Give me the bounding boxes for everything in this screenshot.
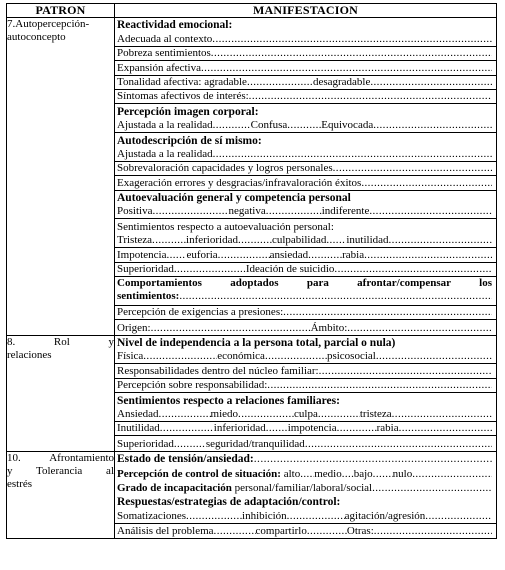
field-origen-ambito[interactable]: Origen: ..... Ámbito: .....: [115, 320, 496, 334]
field-sentimientos-3[interactable]: Superioridad ..... Ideación de suicidio .....: [115, 263, 496, 277]
field-tension[interactable]: Estado de tensión/ansiedad: .....: [115, 452, 496, 466]
field-sentimientos-fam-1[interactable]: Ansiedad ..... miedo ..... culpa ..... tristeza .....: [115, 408, 496, 422]
manifestacion-cell-7: [115, 18, 497, 336]
header-manifestacion: MANIFESTACION: [115, 4, 497, 18]
field-sintomas[interactable]: Síntomas afectivos de interés: .....: [115, 90, 496, 104]
heading-autodescripcion: Autodescripción de sí mismo:: [117, 134, 262, 147]
patron-label-line: 8. Rol y: [7, 335, 114, 348]
heading-percepcion-corporal: Percepción imagen corporal:: [117, 105, 259, 118]
patron-label-line: y Tolerancia al: [7, 464, 114, 477]
patron-label-line: 10. Afrontamiento: [7, 451, 114, 464]
field-control[interactable]: Percepción de control de situación: alto ..... medio ..... bajo ..... nulo .....: [115, 466, 496, 480]
heading-nivel-independencia: Nivel de independencia a la persona total, parcial o nula): [117, 337, 396, 349]
patron-label-line: relaciones: [7, 348, 52, 361]
assessment-form-table: [6, 3, 497, 539]
section-rol-relaciones: [7, 335, 497, 451]
field-sentimientos-fam-2[interactable]: Inutilidad ..... inferioridad ..... impotencia ..... rabia .....: [115, 422, 496, 436]
field-exigencias[interactable]: Percepción de exigencias a presiones: .....: [115, 306, 496, 320]
field-autoevaluacion[interactable]: Positiva ..... negativa ..... indiferente .....: [115, 205, 496, 219]
label-sentimientos-auto: Sentimientos respecto a autoevaluación personal:: [117, 220, 334, 233]
field-incapacitacion[interactable]: Grado de incapacitación personal/familiar/laboral/social .....: [115, 481, 496, 495]
patron-label-line: autoconcepto: [7, 31, 66, 43]
heading-autoevaluacion: Autoevaluación general y competencia personal: [117, 192, 351, 205]
field-independencia[interactable]: Física ..... económica ..... psicosocial .....: [115, 350, 496, 364]
field-expansion[interactable]: Expansión afectiva .....: [115, 61, 496, 75]
section-autopercepcion: [7, 18, 497, 336]
section-afrontamiento: [7, 451, 497, 538]
field-comportamientos[interactable]: Comportamientos adoptados para afrontar/compensar los sentimientos: .....: [115, 277, 496, 306]
patron-cell-10: [7, 451, 115, 538]
patron-cell-8: [7, 335, 115, 451]
header-patron: PATRON: [7, 4, 115, 18]
patron-cell-7: [7, 18, 115, 336]
field-respuestas-2[interactable]: Análisis del problema ..... compartirlo ..... Otras: .....: [115, 524, 496, 538]
manifestacion-cell-8: [115, 335, 497, 451]
header-row: [7, 4, 497, 18]
field-imagen-corporal[interactable]: Ajustada a la realidad ..... Confusa ..... Equivocada .....: [115, 119, 496, 133]
field-respuestas-1[interactable]: Somatizaciones ..... inhibición ..... agitación/agresión .....: [115, 509, 496, 523]
patron-label-line: estrés: [7, 477, 33, 490]
field-pobreza[interactable]: Pobreza sentimientos .....: [115, 47, 496, 61]
field-percepcion-responsabilidad[interactable]: Percepción sobre responsabilidad: .....: [115, 379, 496, 393]
field-sobrevaloracion[interactable]: Sobrevaloración capacidades y logros personales .....: [115, 162, 496, 176]
heading-respuestas: Respuestas/estrategias de adaptación/control:: [117, 496, 341, 509]
heading-sentimientos-familiares: Sentimientos respecto a relaciones familiares:: [117, 394, 340, 407]
field-sentimientos-2[interactable]: Impotencia ..... euforia ..... ansiedad ..... rabia .....: [115, 248, 496, 262]
field-adecuada[interactable]: Adecuada al contexto .....: [115, 32, 496, 46]
field-sentimientos-1[interactable]: Tristeza ..... inferioridad ..... culpabilidad ..... inutilidad .....: [115, 234, 496, 248]
patron-label-line: 7.Autopercepción-: [7, 18, 90, 30]
field-sentimientos-fam-3[interactable]: Superioridad ..... seguridad/tranquilidad .....: [115, 436, 496, 450]
heading-reactividad: Reactividad emocional:: [117, 19, 233, 32]
field-responsabilidades[interactable]: Responsabilidades dentro del núcleo familiar: .....: [115, 364, 496, 378]
field-tonalidad[interactable]: Tonalidad afectiva: agradable ..... desagradable .....: [115, 76, 496, 90]
field-ajustada-realidad[interactable]: Ajustada a la realidad .....: [115, 148, 496, 162]
field-exageracion[interactable]: Exageración errores y desgracias/infravaloración éxitos .....: [115, 176, 496, 190]
manifestacion-cell-10: [115, 451, 497, 538]
